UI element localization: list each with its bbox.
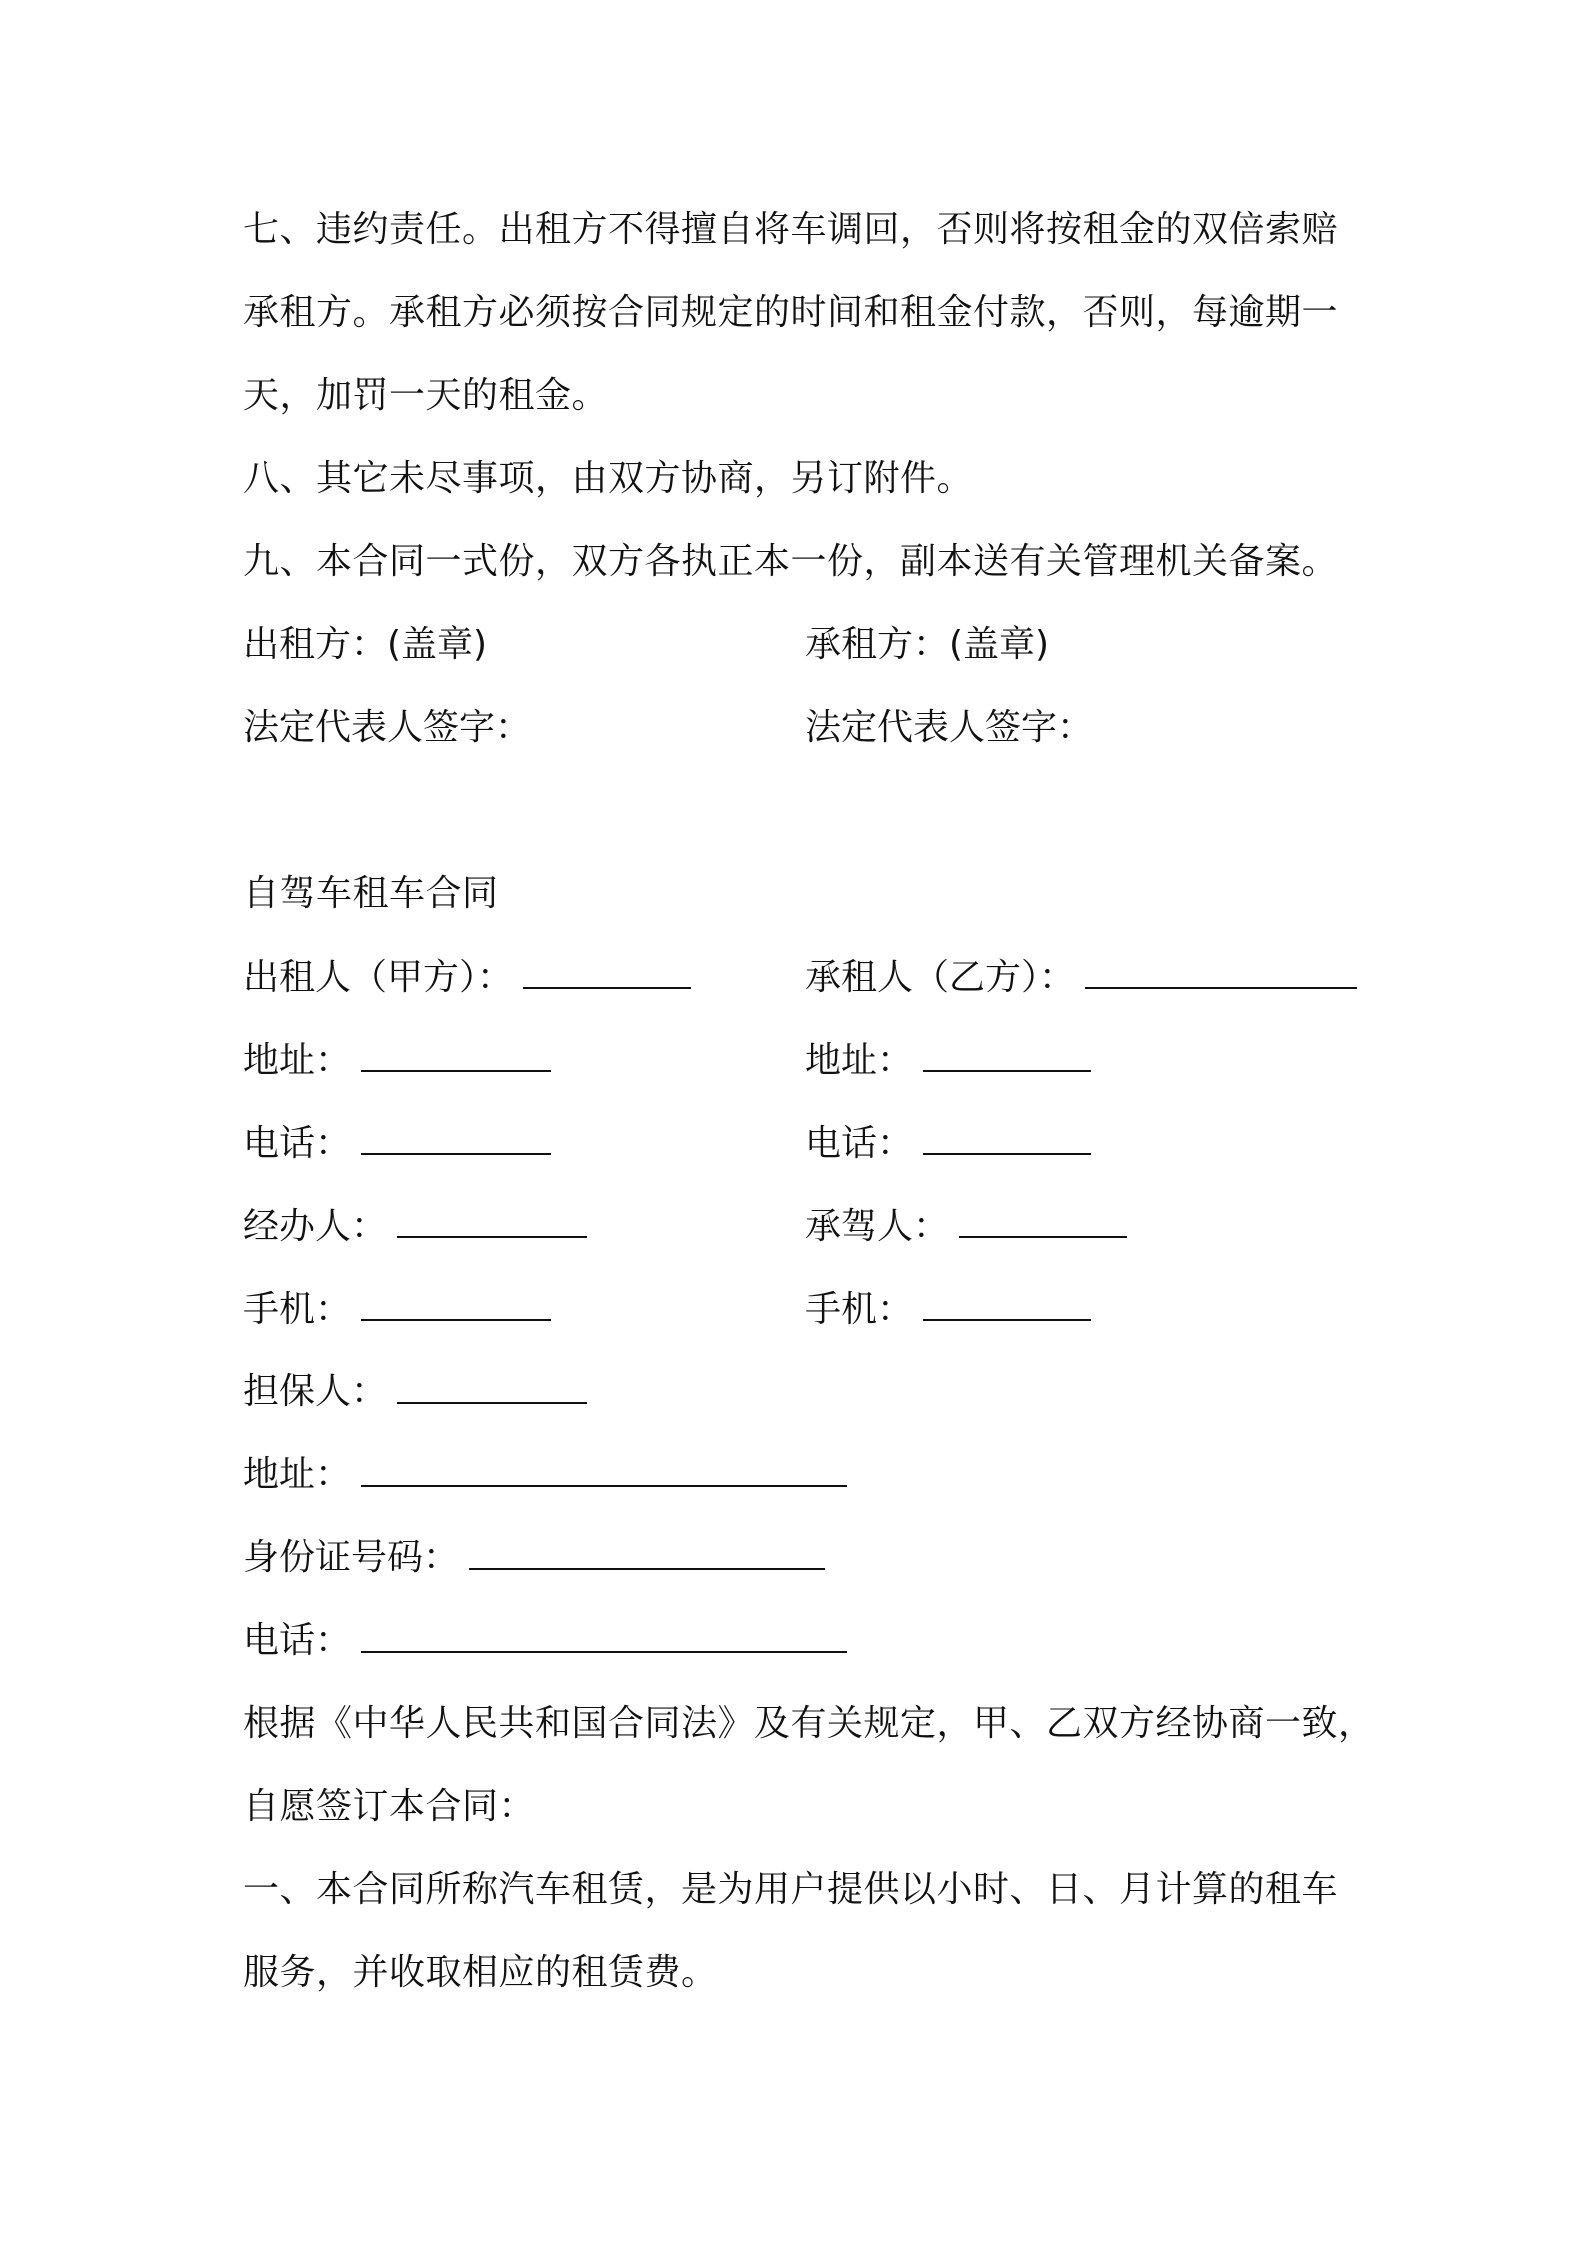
guarantor-phone-label: 电话：	[243, 1620, 352, 1661]
guarantor-id-label: 身份证号码：	[243, 1537, 460, 1578]
lessor-phone-blank[interactable]	[361, 1113, 551, 1155]
guarantor-address-label: 地址：	[243, 1454, 352, 1495]
party-row	[243, 947, 1363, 1030]
lessee-blank[interactable]	[1085, 947, 1357, 989]
lessor-address-label: 地址：	[243, 1040, 352, 1081]
clause-7-line-3: 天，加罚一天的租金。	[243, 375, 609, 416]
guarantor-address-row	[243, 1445, 1363, 1528]
lessor-mobile-blank[interactable]	[361, 1279, 551, 1321]
lessee-seal: 承租方：(盖章)	[805, 624, 1050, 665]
representative-row	[243, 698, 1363, 781]
lessee-representative: 法定代表人签字：	[805, 707, 1094, 748]
guarantor-phone-blank[interactable]	[361, 1611, 847, 1653]
guarantor-label: 担保人：	[243, 1371, 388, 1412]
clause-1-line-2: 服务，并收取相应的租赁费。	[243, 1952, 718, 1993]
lessee-mobile-label: 手机：	[805, 1289, 914, 1330]
seal-row	[243, 615, 1363, 698]
driver-blank[interactable]	[959, 1196, 1127, 1238]
agent-row	[243, 1196, 1363, 1279]
lessor-seal: 出租方：(盖章)	[243, 624, 488, 665]
guarantor-row	[243, 1362, 1363, 1445]
lessee-address-label: 地址：	[805, 1040, 914, 1081]
guarantor-address-blank[interactable]	[361, 1445, 847, 1487]
lessee-mobile-blank[interactable]	[923, 1279, 1091, 1321]
contract-title: 自驾车租车合同	[243, 873, 499, 914]
intro-line-2: 自愿签订本合同：	[243, 1786, 536, 1827]
lessor-mobile-label: 手机：	[243, 1289, 352, 1330]
lessee-phone-blank[interactable]	[923, 1113, 1091, 1155]
guarantor-id-blank[interactable]	[469, 1528, 825, 1570]
lessee-address-blank[interactable]	[923, 1030, 1091, 1072]
lessor-blank[interactable]	[523, 947, 691, 989]
driver-label: 承驾人：	[805, 1206, 950, 1247]
lessor-representative: 法定代表人签字：	[243, 707, 532, 748]
lessee-phone-label: 电话：	[805, 1123, 914, 1164]
clause-9: 九、本合同一式份，双方各执正本一份，副本送有关管理机关备案。	[243, 541, 1339, 582]
agent-label: 经办人：	[243, 1206, 388, 1247]
guarantor-phone-row	[243, 1611, 1363, 1694]
lessee-label: 承租人（乙方）：	[805, 957, 1076, 998]
clause-7-line-1: 七、违约责任。出租方不得擅自将车调回，否则将按租金的双倍索赔	[243, 209, 1339, 250]
agent-blank[interactable]	[397, 1196, 587, 1238]
document-body	[243, 200, 1375, 2026]
guarantor-id-row	[243, 1528, 1363, 1611]
intro-line-1: 根据《中华人民共和国合同法》及有关规定，甲、乙双方经协商一致，	[243, 1703, 1375, 1744]
mobile-row	[243, 1279, 1363, 1362]
section-gap	[243, 781, 1363, 864]
clause-8: 八、其它未尽事项，由双方协商，另订附件。	[243, 458, 974, 499]
lessor-label: 出租人（甲方）：	[243, 957, 514, 998]
address-row	[243, 1030, 1363, 1113]
guarantor-blank[interactable]	[397, 1362, 587, 1404]
lessor-address-blank[interactable]	[361, 1030, 551, 1072]
clause-7-line-2: 承租方。承租方必须按合同规定的时间和租金付款，否则，每逾期一	[243, 292, 1339, 333]
lessor-phone-label: 电话：	[243, 1123, 352, 1164]
clause-1-line-1: 一、本合同所称汽车租赁，是为用户提供以小时、日、月计算的租车	[243, 1869, 1339, 1910]
phone-row	[243, 1113, 1363, 1196]
